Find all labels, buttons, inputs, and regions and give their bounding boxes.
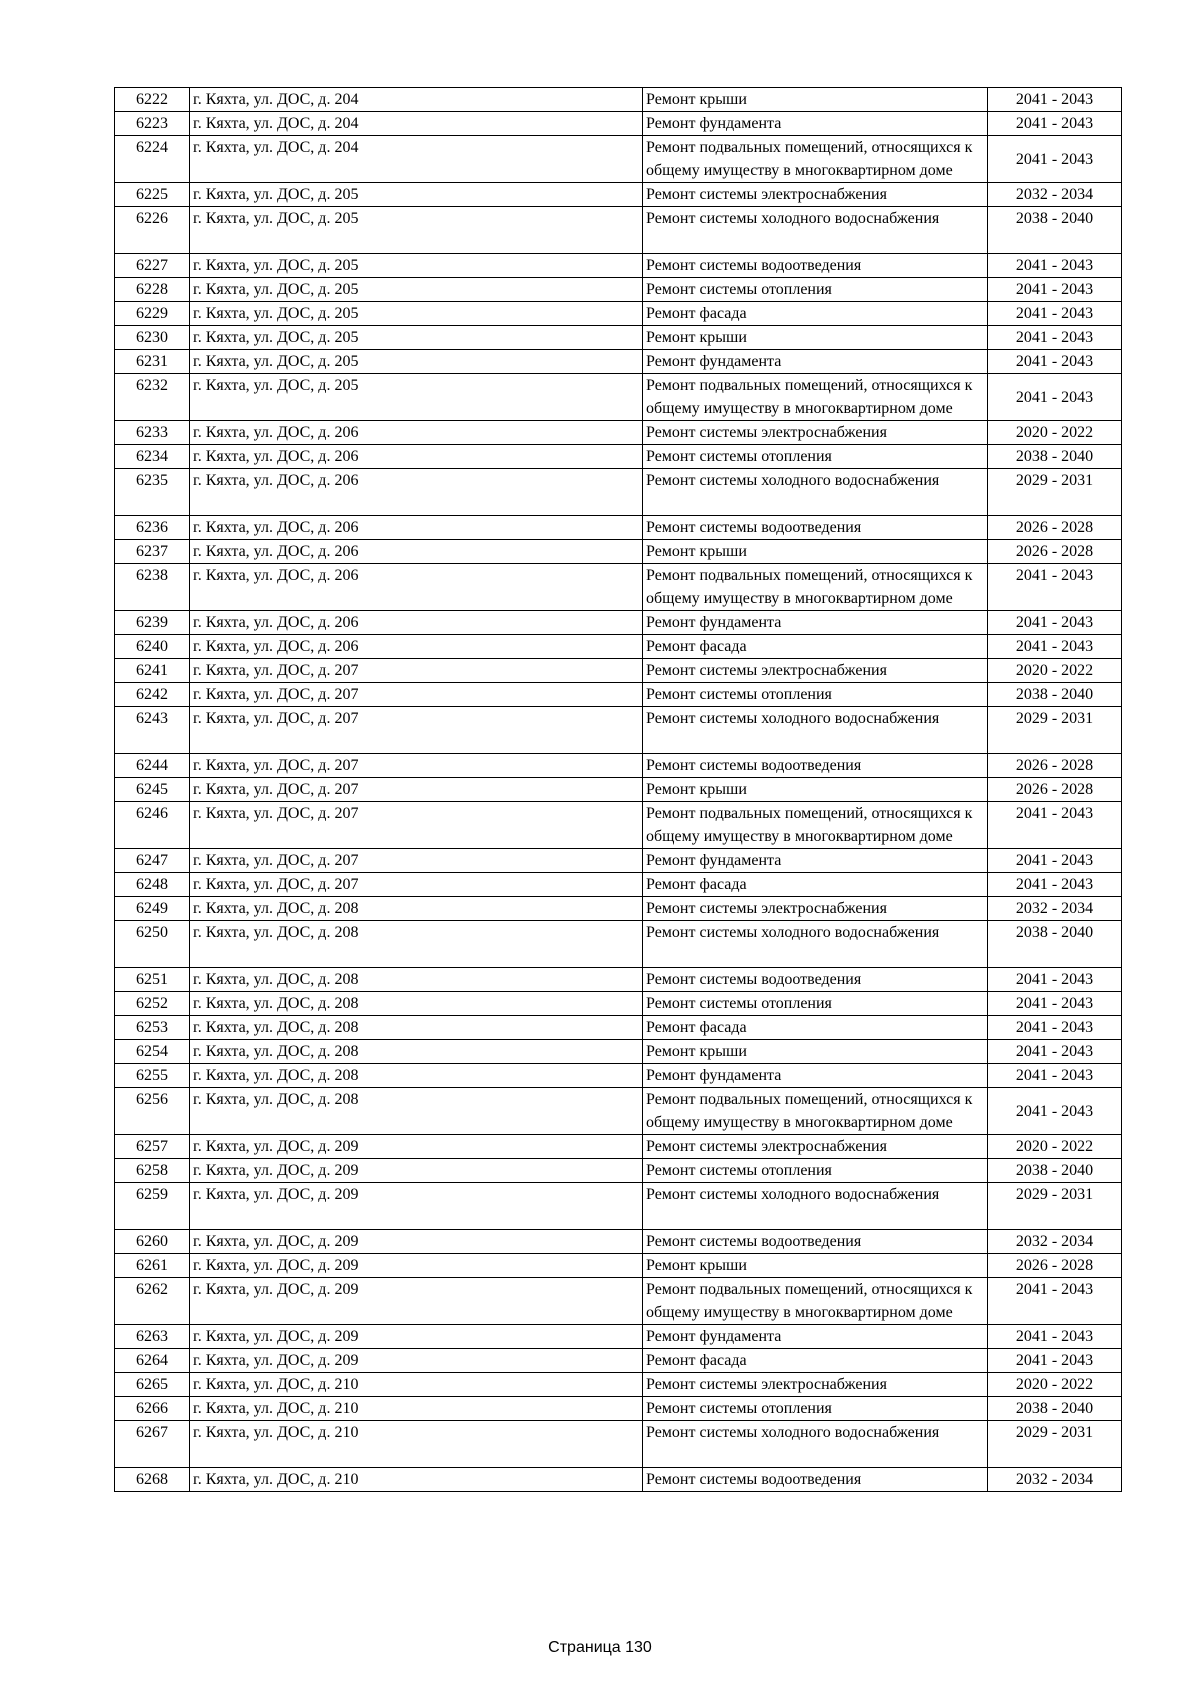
table-row [115, 778, 1122, 802]
row-number-cell: 6262 [115, 1278, 190, 1325]
row-number-cell: 6228 [115, 278, 190, 302]
period-cell: 2041 - 2043 [988, 873, 1122, 897]
work-type-cell: Ремонт системы отопления [643, 992, 988, 1016]
period-cell: 2041 - 2043 [988, 254, 1122, 278]
address-cell: г. Кяхта, ул. ДОС, д. 209 [190, 1349, 643, 1373]
address-cell: г. Кяхта, ул. ДОС, д. 205 [190, 207, 643, 254]
work-type-cell: Ремонт подвальных помещений, относящихся к общему имуществу в многоквартирном доме [643, 564, 988, 611]
work-type-cell: Ремонт крыши [643, 326, 988, 350]
address-cell: г. Кяхта, ул. ДОС, д. 205 [190, 254, 643, 278]
period-cell: 2032 - 2034 [988, 897, 1122, 921]
period-cell: 2041 - 2043 [988, 611, 1122, 635]
table-row [115, 1468, 1122, 1492]
row-number-cell: 6257 [115, 1135, 190, 1159]
row-number-cell: 6247 [115, 849, 190, 873]
address-cell: г. Кяхта, ул. ДОС, д. 207 [190, 683, 643, 707]
table-row [115, 802, 1122, 849]
table-row [115, 1421, 1122, 1468]
row-number-cell: 6222 [115, 88, 190, 112]
address-cell: г. Кяхта, ул. ДОС, д. 204 [190, 136, 643, 183]
address-cell: г. Кяхта, ул. ДОС, д. 210 [190, 1397, 643, 1421]
row-number-cell: 6245 [115, 778, 190, 802]
work-type-cell: Ремонт крыши [643, 88, 988, 112]
period-cell: 2041 - 2043 [988, 635, 1122, 659]
address-cell: г. Кяхта, ул. ДОС, д. 207 [190, 849, 643, 873]
address-cell: г. Кяхта, ул. ДОС, д. 210 [190, 1421, 643, 1468]
work-type-cell: Ремонт системы водоотведения [643, 1468, 988, 1492]
work-type-cell: Ремонт системы электроснабжения [643, 897, 988, 921]
work-type-cell: Ремонт системы водоотведения [643, 754, 988, 778]
work-type-cell: Ремонт фасада [643, 873, 988, 897]
address-cell: г. Кяхта, ул. ДОС, д. 209 [190, 1254, 643, 1278]
table-row [115, 1349, 1122, 1373]
period-cell: 2041 - 2043 [988, 992, 1122, 1016]
address-cell: г. Кяхта, ул. ДОС, д. 207 [190, 659, 643, 683]
work-type-cell: Ремонт системы холодного водоснабжения [643, 469, 988, 516]
work-type-cell: Ремонт системы холодного водоснабжения [643, 1421, 988, 1468]
address-cell: г. Кяхта, ул. ДОС, д. 207 [190, 802, 643, 849]
row-number-cell: 6252 [115, 992, 190, 1016]
address-cell: г. Кяхта, ул. ДОС, д. 205 [190, 183, 643, 207]
row-number-cell: 6225 [115, 183, 190, 207]
period-cell: 2020 - 2022 [988, 421, 1122, 445]
address-cell: г. Кяхта, ул. ДОС, д. 207 [190, 754, 643, 778]
table-row [115, 445, 1122, 469]
address-cell: г. Кяхта, ул. ДОС, д. 209 [190, 1325, 643, 1349]
address-cell: г. Кяхта, ул. ДОС, д. 208 [190, 921, 643, 968]
table-row [115, 754, 1122, 778]
row-number-cell: 6242 [115, 683, 190, 707]
work-type-cell: Ремонт системы холодного водоснабжения [643, 1183, 988, 1230]
work-type-cell: Ремонт крыши [643, 1040, 988, 1064]
period-cell: 2032 - 2034 [988, 1468, 1122, 1492]
row-number-cell: 6263 [115, 1325, 190, 1349]
period-cell: 2041 - 2043 [988, 849, 1122, 873]
work-type-cell: Ремонт подвальных помещений, относящихся к общему имуществу в многоквартирном доме [643, 136, 988, 183]
address-cell: г. Кяхта, ул. ДОС, д. 205 [190, 374, 643, 421]
period-cell: 2029 - 2031 [988, 1183, 1122, 1230]
address-cell: г. Кяхта, ул. ДОС, д. 208 [190, 968, 643, 992]
work-type-cell: Ремонт системы холодного водоснабжения [643, 707, 988, 754]
work-type-cell: Ремонт системы водоотведения [643, 968, 988, 992]
address-cell: г. Кяхта, ул. ДОС, д. 208 [190, 1016, 643, 1040]
row-number-cell: 6244 [115, 754, 190, 778]
work-type-cell: Ремонт системы водоотведения [643, 516, 988, 540]
repair-schedule-table [114, 87, 1122, 1492]
row-number-cell: 6233 [115, 421, 190, 445]
table-row [115, 1230, 1122, 1254]
period-cell: 2020 - 2022 [988, 659, 1122, 683]
work-type-cell: Ремонт системы отопления [643, 683, 988, 707]
work-type-cell: Ремонт фундамента [643, 849, 988, 873]
row-number-cell: 6238 [115, 564, 190, 611]
period-cell: 2041 - 2043 [988, 88, 1122, 112]
row-number-cell: 6258 [115, 1159, 190, 1183]
row-number-cell: 6226 [115, 207, 190, 254]
repair-schedule-table-wrap [114, 87, 1111, 1492]
table-row [115, 1254, 1122, 1278]
work-type-cell: Ремонт системы водоотведения [643, 254, 988, 278]
work-type-cell: Ремонт системы электроснабжения [643, 1135, 988, 1159]
row-number-cell: 6265 [115, 1373, 190, 1397]
row-number-cell: 6230 [115, 326, 190, 350]
address-cell: г. Кяхта, ул. ДОС, д. 209 [190, 1135, 643, 1159]
work-type-cell: Ремонт подвальных помещений, относящихся к общему имуществу в многоквартирном доме [643, 374, 988, 421]
period-cell: 2038 - 2040 [988, 1397, 1122, 1421]
row-number-cell: 6232 [115, 374, 190, 421]
period-cell: 2020 - 2022 [988, 1373, 1122, 1397]
address-cell: г. Кяхта, ул. ДОС, д. 206 [190, 421, 643, 445]
row-number-cell: 6260 [115, 1230, 190, 1254]
row-number-cell: 6261 [115, 1254, 190, 1278]
period-cell: 2041 - 2043 [988, 302, 1122, 326]
address-cell: г. Кяхта, ул. ДОС, д. 205 [190, 302, 643, 326]
work-type-cell: Ремонт подвальных помещений, относящихся к общему имуществу в многоквартирном доме [643, 1278, 988, 1325]
table-row [115, 968, 1122, 992]
address-cell: г. Кяхта, ул. ДОС, д. 207 [190, 778, 643, 802]
table-row [115, 849, 1122, 873]
period-cell: 2038 - 2040 [988, 1159, 1122, 1183]
period-cell: 2041 - 2043 [988, 1040, 1122, 1064]
period-cell: 2041 - 2043 [988, 1349, 1122, 1373]
work-type-cell: Ремонт системы холодного водоснабжения [643, 921, 988, 968]
address-cell: г. Кяхта, ул. ДОС, д. 206 [190, 516, 643, 540]
address-cell: г. Кяхта, ул. ДОС, д. 206 [190, 635, 643, 659]
period-cell: 2029 - 2031 [988, 469, 1122, 516]
row-number-cell: 6255 [115, 1064, 190, 1088]
table-row [115, 1373, 1122, 1397]
address-cell: г. Кяхта, ул. ДОС, д. 206 [190, 469, 643, 516]
row-number-cell: 6256 [115, 1088, 190, 1135]
table-row [115, 1159, 1122, 1183]
work-type-cell: Ремонт фундамента [643, 112, 988, 136]
address-cell: г. Кяхта, ул. ДОС, д. 209 [190, 1230, 643, 1254]
work-type-cell: Ремонт фасада [643, 635, 988, 659]
work-type-cell: Ремонт системы электроснабжения [643, 659, 988, 683]
table-body [115, 88, 1122, 1492]
period-cell: 2041 - 2043 [988, 374, 1122, 421]
work-type-cell: Ремонт системы водоотведения [643, 1230, 988, 1254]
work-type-cell: Ремонт подвальных помещений, относящихся к общему имуществу в многоквартирном доме [643, 1088, 988, 1135]
address-cell: г. Кяхта, ул. ДОС, д. 210 [190, 1373, 643, 1397]
period-cell: 2041 - 2043 [988, 350, 1122, 374]
row-number-cell: 6268 [115, 1468, 190, 1492]
work-type-cell: Ремонт системы отопления [643, 278, 988, 302]
address-cell: г. Кяхта, ул. ДОС, д. 209 [190, 1159, 643, 1183]
period-cell: 2041 - 2043 [988, 1278, 1122, 1325]
work-type-cell: Ремонт фасада [643, 1016, 988, 1040]
row-number-cell: 6259 [115, 1183, 190, 1230]
address-cell: г. Кяхта, ул. ДОС, д. 208 [190, 992, 643, 1016]
address-cell: г. Кяхта, ул. ДОС, д. 205 [190, 350, 643, 374]
work-type-cell: Ремонт фундамента [643, 611, 988, 635]
row-number-cell: 6223 [115, 112, 190, 136]
address-cell: г. Кяхта, ул. ДОС, д. 208 [190, 897, 643, 921]
period-cell: 2041 - 2043 [988, 564, 1122, 611]
address-cell: г. Кяхта, ул. ДОС, д. 208 [190, 1088, 643, 1135]
row-number-cell: 6267 [115, 1421, 190, 1468]
row-number-cell: 6264 [115, 1349, 190, 1373]
period-cell: 2026 - 2028 [988, 754, 1122, 778]
period-cell: 2041 - 2043 [988, 278, 1122, 302]
work-type-cell: Ремонт фундамента [643, 1064, 988, 1088]
table-row [115, 1088, 1122, 1135]
table-row [115, 421, 1122, 445]
row-number-cell: 6224 [115, 136, 190, 183]
row-number-cell: 6240 [115, 635, 190, 659]
table-row [115, 1040, 1122, 1064]
address-cell: г. Кяхта, ул. ДОС, д. 207 [190, 707, 643, 754]
address-cell: г. Кяхта, ул. ДОС, д. 208 [190, 1064, 643, 1088]
work-type-cell: Ремонт крыши [643, 778, 988, 802]
address-cell: г. Кяхта, ул. ДОС, д. 204 [190, 112, 643, 136]
table-row [115, 136, 1122, 183]
table-row [115, 1135, 1122, 1159]
work-type-cell: Ремонт системы отопления [643, 1159, 988, 1183]
table-row [115, 350, 1122, 374]
period-cell: 2038 - 2040 [988, 207, 1122, 254]
work-type-cell: Ремонт крыши [643, 1254, 988, 1278]
row-number-cell: 6251 [115, 968, 190, 992]
work-type-cell: Ремонт системы холодного водоснабжения [643, 207, 988, 254]
period-cell: 2041 - 2043 [988, 1064, 1122, 1088]
period-cell: 2041 - 2043 [988, 802, 1122, 849]
row-number-cell: 6231 [115, 350, 190, 374]
address-cell: г. Кяхта, ул. ДОС, д. 206 [190, 540, 643, 564]
period-cell: 2038 - 2040 [988, 445, 1122, 469]
period-cell: 2026 - 2028 [988, 540, 1122, 564]
work-type-cell: Ремонт подвальных помещений, относящихся к общему имуществу в многоквартирном доме [643, 802, 988, 849]
table-row [115, 374, 1122, 421]
period-cell: 2041 - 2043 [988, 1088, 1122, 1135]
table-row [115, 1397, 1122, 1421]
address-cell: г. Кяхта, ул. ДОС, д. 204 [190, 88, 643, 112]
table-row [115, 207, 1122, 254]
period-cell: 2029 - 2031 [988, 707, 1122, 754]
row-number-cell: 6254 [115, 1040, 190, 1064]
row-number-cell: 6239 [115, 611, 190, 635]
period-cell: 2032 - 2034 [988, 183, 1122, 207]
table-row [115, 112, 1122, 136]
address-cell: г. Кяхта, ул. ДОС, д. 205 [190, 278, 643, 302]
address-cell: г. Кяхта, ул. ДОС, д. 208 [190, 1040, 643, 1064]
address-cell: г. Кяхта, ул. ДОС, д. 206 [190, 564, 643, 611]
period-cell: 2026 - 2028 [988, 516, 1122, 540]
work-type-cell: Ремонт фасада [643, 1349, 988, 1373]
work-type-cell: Ремонт системы электроснабжения [643, 1373, 988, 1397]
work-type-cell: Ремонт системы электроснабжения [643, 183, 988, 207]
table-row [115, 254, 1122, 278]
period-cell: 2041 - 2043 [988, 326, 1122, 350]
table-row [115, 1064, 1122, 1088]
table-row [115, 992, 1122, 1016]
table-row [115, 635, 1122, 659]
page-number: Страница 130 [548, 1639, 652, 1656]
period-cell: 2041 - 2043 [988, 112, 1122, 136]
table-row [115, 564, 1122, 611]
table-row [115, 1325, 1122, 1349]
period-cell: 2029 - 2031 [988, 1421, 1122, 1468]
row-number-cell: 6234 [115, 445, 190, 469]
work-type-cell: Ремонт системы электроснабжения [643, 421, 988, 445]
table-row [115, 326, 1122, 350]
period-cell: 2026 - 2028 [988, 1254, 1122, 1278]
period-cell: 2020 - 2022 [988, 1135, 1122, 1159]
table-row [115, 1016, 1122, 1040]
period-cell: 2041 - 2043 [988, 136, 1122, 183]
table-row [115, 921, 1122, 968]
address-cell: г. Кяхта, ул. ДОС, д. 206 [190, 445, 643, 469]
address-cell: г. Кяхта, ул. ДОС, д. 209 [190, 1278, 643, 1325]
address-cell: г. Кяхта, ул. ДОС, д. 207 [190, 873, 643, 897]
work-type-cell: Ремонт системы отопления [643, 445, 988, 469]
table-row [115, 540, 1122, 564]
work-type-cell: Ремонт системы отопления [643, 1397, 988, 1421]
row-number-cell: 6246 [115, 802, 190, 849]
row-number-cell: 6243 [115, 707, 190, 754]
period-cell: 2038 - 2040 [988, 921, 1122, 968]
table-row [115, 1278, 1122, 1325]
row-number-cell: 6253 [115, 1016, 190, 1040]
period-cell: 2026 - 2028 [988, 778, 1122, 802]
row-number-cell: 6227 [115, 254, 190, 278]
work-type-cell: Ремонт крыши [643, 540, 988, 564]
work-type-cell: Ремонт фундамента [643, 350, 988, 374]
table-row [115, 302, 1122, 326]
period-cell: 2041 - 2043 [988, 1016, 1122, 1040]
table-row [115, 183, 1122, 207]
period-cell: 2032 - 2034 [988, 1230, 1122, 1254]
table-row [115, 683, 1122, 707]
row-number-cell: 6236 [115, 516, 190, 540]
table-row [115, 88, 1122, 112]
table-row [115, 897, 1122, 921]
row-number-cell: 6235 [115, 469, 190, 516]
row-number-cell: 6229 [115, 302, 190, 326]
table-row [115, 278, 1122, 302]
row-number-cell: 6249 [115, 897, 190, 921]
row-number-cell: 6248 [115, 873, 190, 897]
table-row [115, 873, 1122, 897]
work-type-cell: Ремонт фундамента [643, 1325, 988, 1349]
row-number-cell: 6250 [115, 921, 190, 968]
address-cell: г. Кяхта, ул. ДОС, д. 210 [190, 1468, 643, 1492]
period-cell: 2041 - 2043 [988, 1325, 1122, 1349]
work-type-cell: Ремонт фасада [643, 302, 988, 326]
address-cell: г. Кяхта, ул. ДОС, д. 205 [190, 326, 643, 350]
table-row [115, 469, 1122, 516]
address-cell: г. Кяхта, ул. ДОС, д. 209 [190, 1183, 643, 1230]
table-row [115, 516, 1122, 540]
table-row [115, 659, 1122, 683]
row-number-cell: 6241 [115, 659, 190, 683]
period-cell: 2038 - 2040 [988, 683, 1122, 707]
table-row [115, 611, 1122, 635]
row-number-cell: 6266 [115, 1397, 190, 1421]
row-number-cell: 6237 [115, 540, 190, 564]
table-row [115, 1183, 1122, 1230]
address-cell: г. Кяхта, ул. ДОС, д. 206 [190, 611, 643, 635]
table-row [115, 707, 1122, 754]
period-cell: 2041 - 2043 [988, 968, 1122, 992]
